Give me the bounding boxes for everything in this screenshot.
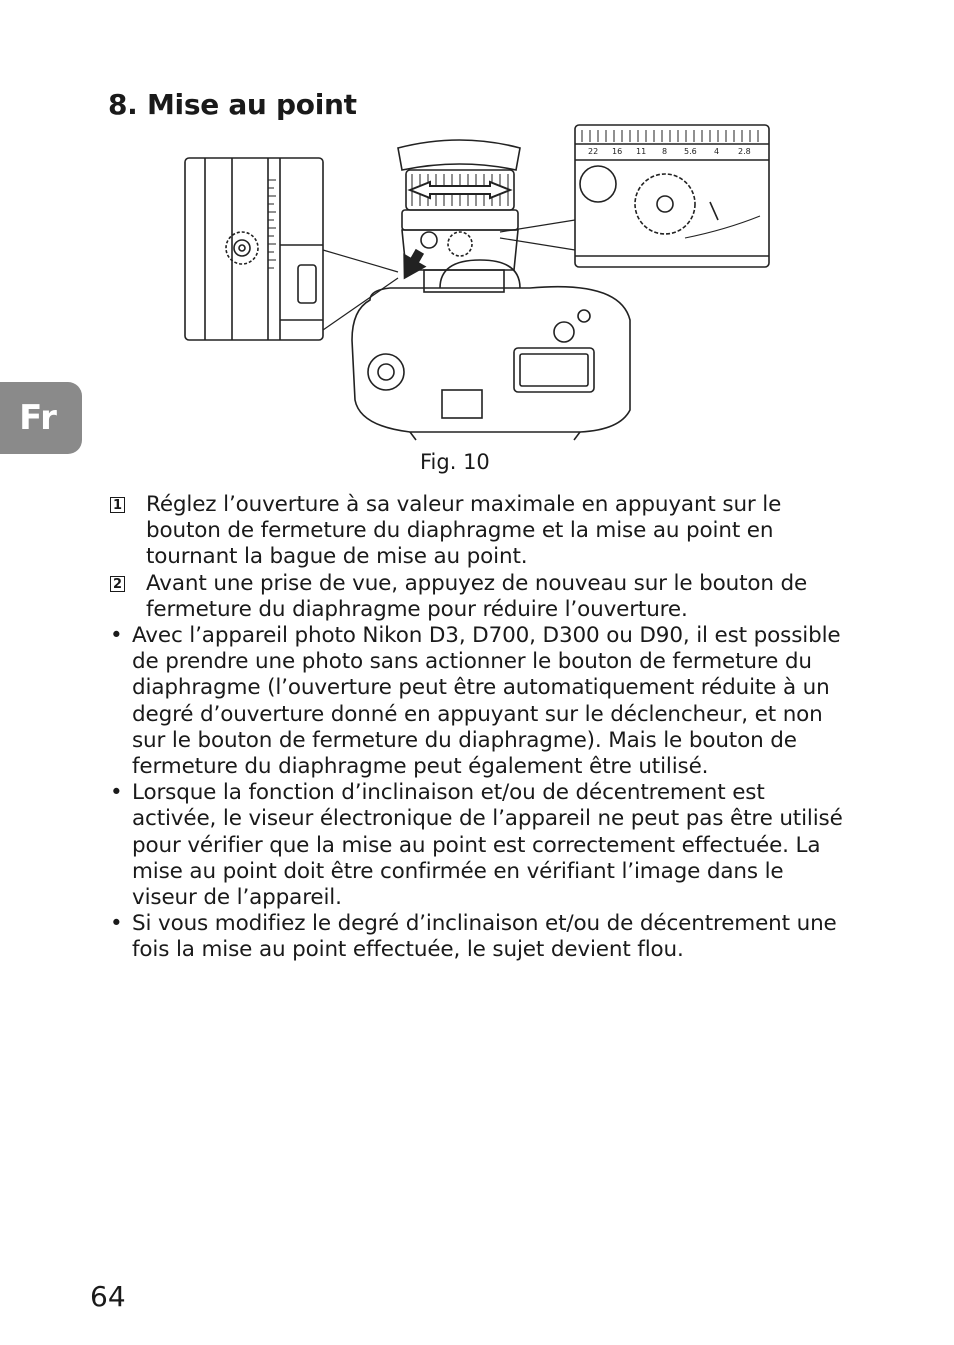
- aperture-value: 8: [662, 147, 668, 156]
- section-heading: 8. Mise au point: [108, 88, 357, 121]
- bullet-marker: •: [110, 623, 123, 649]
- note-text: Si vous modifiez le degré d’inclinaison et/ou de décentrement une fois la mise au point effectuée, le sujet devient flou.: [132, 911, 837, 963]
- step-number-box: 1: [110, 497, 125, 513]
- figure-camera-lens-illustration: [180, 120, 780, 450]
- aperture-value: 22: [588, 147, 599, 156]
- note-item: [106, 623, 846, 780]
- camera-body: [352, 260, 630, 440]
- note-item: [106, 911, 846, 963]
- note-text: Lorsque la fonction d’inclinaison et/ou de décentrement est activée, le viseur électronique de l’appareil ne peut pas être utilisé pour vérifier que la mise au point est correctement effectuée. La mise au point doit être confirmée en vérifiant l’image dans le viseur de l’appareil.: [132, 780, 843, 911]
- language-tab: [0, 382, 82, 454]
- figure-caption: Fig. 10: [420, 450, 490, 474]
- step-text: Réglez l’ouverture à sa valeur maximale en appuyant sur le bouton de fermeture du diaphragme et la mise au point en tournant la bague de mise au point.: [146, 492, 782, 570]
- step-item: [106, 571, 846, 623]
- note-item: [106, 780, 846, 911]
- bullet-marker: •: [110, 780, 123, 806]
- step-number-box: 2: [110, 576, 125, 592]
- left-inset-detail: [185, 158, 323, 340]
- step-text: Avant une prise de vue, appuyez de nouveau sur le bouton de fermeture du diaphragme pour réduire l’ouverture.: [146, 570, 808, 622]
- aperture-value: 2.8: [738, 147, 751, 156]
- aperture-value: 5.6: [684, 147, 697, 156]
- aperture-value: 11: [636, 147, 647, 156]
- language-tab-label: Fr: [19, 398, 57, 438]
- bullet-marker: •: [110, 911, 123, 937]
- aperture-value: 4: [714, 147, 720, 156]
- page-number: 64: [90, 1280, 126, 1313]
- note-text: Avec l’appareil photo Nikon D3, D700, D300 ou D90, il est possible de prendre une photo sans actionner le bouton de fermeture du diaphragme (l’ouverture peut être automatiquement réduite à un degré d’ouverture donné en appuyant sur le déclencheur, et non sur le bouton de fermeture du diaphragme). Mais le bouton de fermeture du diaphragme peut également être utilisé.: [132, 623, 841, 780]
- instructions-body: [106, 492, 846, 964]
- aperture-scale: [588, 147, 751, 156]
- aperture-value: 16: [612, 147, 623, 156]
- step-item: [106, 492, 846, 571]
